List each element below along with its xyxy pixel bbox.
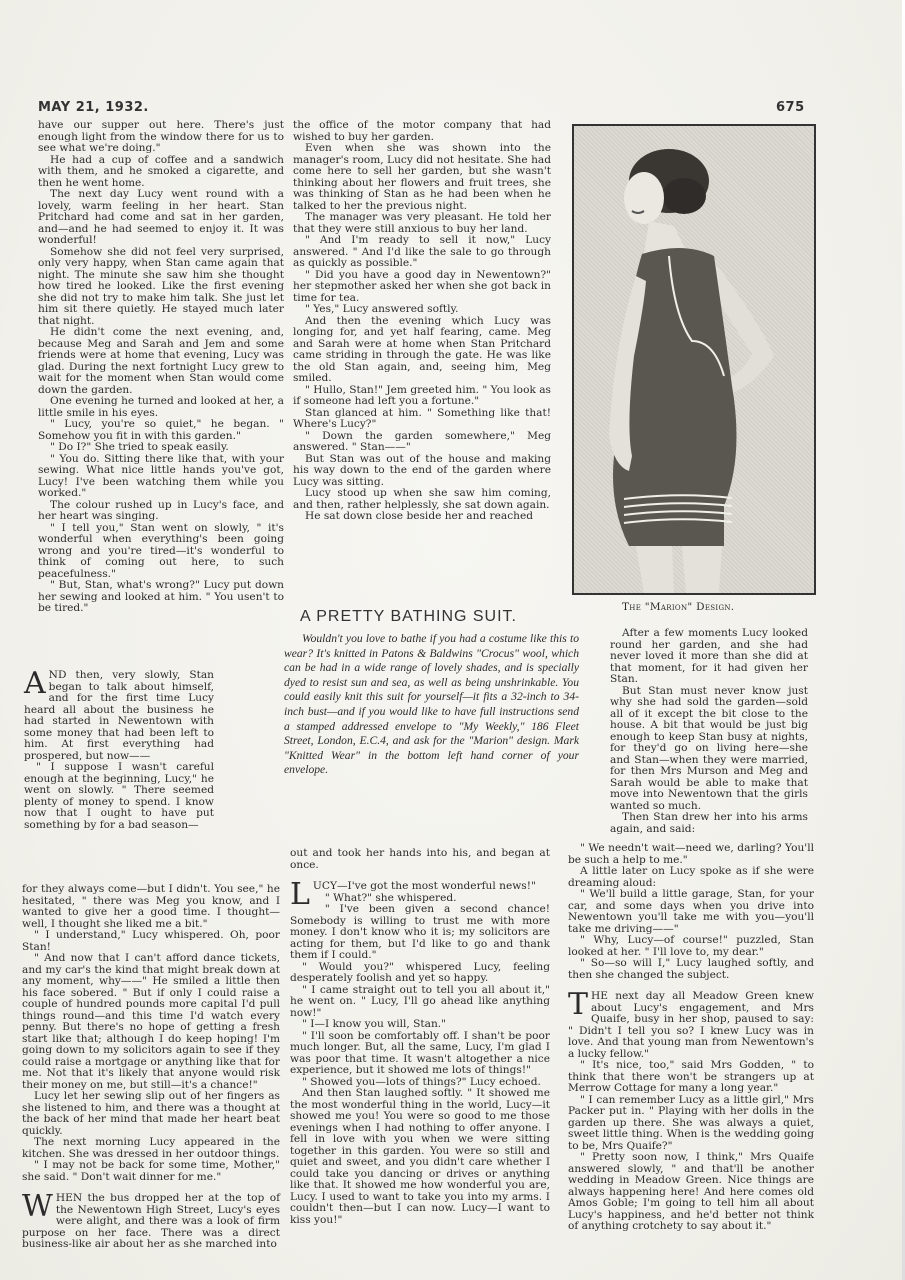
paragraph: " Yes," Lucy answered softly. — [305, 303, 459, 315]
paragraph: The manager was very pleasant. He told her that they were still anxious to buy her land. — [293, 211, 551, 235]
story-column-1-top — [38, 120, 284, 615]
woman-in-bathing-suit-illustration — [574, 126, 814, 593]
advert-title: A PRETTY BATHING SUIT. — [300, 608, 517, 625]
paragraph: " And now that I can't afford dance tickets, and my car's the kind that might break down at any moment, why——" He smiled a little then his face sobered. " But if only I could raise a couple of hundred pounds more capital I'd pull things round—and this time I'd watch every penny. But there's no hope of getting a fresh start like that; although I do keep hoping! I'm going down to my solicitors again to see if they could raise a mortgage or anything like that for me. Not that it's likely that anyone would risk their money on me, but still—it's a chance!" — [22, 952, 280, 1091]
paragraph: " What?" she whispered. — [324, 891, 457, 904]
paragraph: Somehow she did not feel very surprised, only very happy, when Stan came again that night. The minute she saw him she thought how tired he looked. Like the first evening she did not try to make him talk. She just let him sit there quietly. He stayed much later that night. — [38, 245, 284, 327]
section-lead — [22, 1189, 280, 1251]
section-lead — [568, 987, 814, 1060]
paragraph: And then Stan laughed softly. " It showed me the most wonderful thing in the world, Lucy—it showed me you! You were so good to me those evenings when I had nothing to offer anyone. I fell in love with you when we were sitting together in this garden. You were so still and quiet and sweet, and you didn't care whether I could take you dancing or drives or anything like that. It showed me how wonderful you are, Lucy. I used to want to take you into my arms. I couldn't then—but I can now. Lucy—I want to kiss you!" — [290, 1087, 550, 1226]
story-column-1-section-2 — [24, 666, 214, 831]
lead-text: HE next day all Meadow Green knew about Lucy's engagement, and Mrs Quaife, busy in her shop, paused to say: " Didn't I tell you so? I knew Lucy was in love. And that young man from Newentown's a lucky fellow." — [568, 990, 814, 1060]
paragraph: " Would you?" whispered Lucy, feeling desperately foolish and yet so happy. — [290, 960, 550, 984]
lead-text: UCY—I've got the most wonderful news!" — [312, 880, 536, 892]
paragraph: " Do I?" She tried to speak easily. — [50, 441, 229, 453]
paragraph: After a few moments Lucy looked round her garden, and she had never loved it more than she did at that moment, for it had given her Stan. — [610, 627, 808, 685]
paragraph: " And I'm ready to sell it now," Lucy answered. " And I'd like the sale to go through as quickly as possible." — [293, 234, 551, 269]
paragraph: But Stan must never know just why she had sold the garden—sold all of it except the bit close to the house. A bit that would be just big enough to keep Stan busy at nights, for they'd go on living here—she and Stan—when they were married, for then Mrs Murson and Meg and Sarah would be able to make that move into Newentown that the girls wanted so much. — [610, 684, 808, 812]
paragraph: He didn't come the next evening, and, because Meg and Sarah and Jem and some friends were at home that evening, Lucy was glad. During the next fortnight Lucy grew to wait for the moment when Stan would come down the garden. — [38, 326, 284, 396]
drop-cap: L — [290, 877, 310, 912]
paragraph: Even when she was shown into the manager's room, Lucy did not hesitate. She had come here to sell her garden, but she wasn't thinking about her flowers and fruit trees, she was thinking of Stan as he had been when he talked to her the previous night. — [293, 142, 551, 212]
drop-cap: A — [24, 666, 46, 701]
paragraph: He sat down close beside her and reached — [305, 510, 534, 522]
paragraph: " Down the garden somewhere," Meg answered. " Stan——" — [293, 429, 551, 453]
paragraph: " So—so will I," Lucy laughed softly, and then she changed the subject. — [568, 957, 814, 981]
story-column-2-top — [293, 120, 551, 523]
paragraph: But Stan was out of the house and making his way down to the end of the garden where Lucy was sitting. — [293, 452, 551, 488]
story-column-3-bottom — [568, 843, 814, 1233]
paragraph: " But, Stan, what's wrong?" Lucy put down her sewing and looked at him. " You usen't to be tired." — [38, 579, 284, 614]
paragraph: The colour rushed up in Lucy's face, and her heart was singing. — [38, 498, 284, 522]
paragraph: for they always come—but I didn't. You see," he hesitated, " there was Meg you know, and I wanted to give her a good time. I thought—well, I thought she liked me a bit." — [22, 883, 280, 930]
paragraph: have our supper out here. There's just enough light from the window there for us to see what we're doing." — [38, 119, 284, 154]
paragraph: One evening he turned and looked at her, a little smile in his eyes. — [38, 395, 284, 419]
paragraph: the office of the motor company that had wished to buy her garden. — [293, 119, 551, 143]
paragraph: " I may not be back for some time, Mother," she said. " Don't wait dinner for me." — [22, 1159, 280, 1183]
paragraph: " Why, Lucy—of course!" puzzled, Stan looked at her. " I'll love to, my dear." — [568, 934, 814, 958]
paragraph: The next day Lucy went round with a lovely, warm feeling in her heart. Stan Pritchard had come and sat in her garden, and—and he had seemed to enjoy it. It was wonderful! — [38, 188, 284, 246]
paragraph: " I tell you," Stan went on slowly, " it's wonderful when everything's been going wrong and you're tired—it's wonderful to think of coming out here, to such peacefulness." — [38, 521, 284, 580]
paragraph: " I suppose I wasn't careful enough at the beginning, Lucy," he went on slowly. " There seemed plenty of money to spend. I know now that I ought to have put something by for a bad season— — [24, 761, 214, 831]
paragraph: And then the evening which Lucy was longing for, and yet half fearing, came. Meg and Sarah were at home when Stan Pritchard came striding in through the gate. He was like the old Stan again, and, seeing him, Meg smiled. — [293, 314, 551, 384]
lead-text: ND then, very slowly, Stan began to talk about himself, and for the first time Lucy heard all about the business he had started in Newentown with some money that had been left to him. At first everything had prospered, but now—— — [24, 669, 214, 762]
bathing-suit-photo — [572, 124, 816, 595]
paragraph: " I understand," Lucy whispered. Oh, poor Stan! — [22, 929, 280, 953]
paragraph: " We needn't wait—need we, darling? You'll be such a help to me." — [568, 842, 814, 866]
advert-body: Wouldn't you love to bathe if you had a costume like this to wear? It's knitted in Patons & Baldwins "Crocus" wool, which can be had in a wide range of lovely shades, and is specially dyed to resist sun and sea, as well as being unshrinkable. You could easily knit this suit for yourself—it fits a 32-inch to 34-inch bust—and if you would like to have full instructions send a stamped addressed envelope to "My Weekly," 186 Fleet Street, London, E.C.4, and ask for the "Marion" design. Mark "Knitted Wear" in the bottom left hand corner of your envelope. — [284, 632, 579, 777]
story-column-3-top — [610, 628, 808, 835]
paragraph: The next morning Lucy appeared in the kitchen. She was dressed in her outdoor things. — [22, 1136, 280, 1160]
paragraph: out and took her hands into his, and began at once. — [290, 847, 550, 871]
paragraph: " Hullo, Stan!" Jem greeted him. " You look as if someone had left you a fortune." — [293, 383, 551, 407]
paragraph: " I've been given a second chance! Somebody is willing to trust me with more money. I don't know who it is; my solicitors are acting for them, but I'd like to go and thank them if I could." — [290, 903, 550, 961]
paragraph: " I came straight out to tell you all about it," he went on. " Lucy, I'll go ahead like anything now!" — [290, 983, 550, 1019]
lead-text: HEN the bus dropped her at the top of the Newentown High Street, Lucy's eyes were alight, and there was a look of firm purpose on her face. There was a direct business-like air about her as she marched into — [22, 1192, 280, 1250]
story-column-2-bottom — [290, 848, 550, 1226]
paragraph: " It's nice, too," said Mrs Godden, " to think that there won't be strangers up at Merrow Cottage for many a long year." — [568, 1059, 814, 1094]
paragraph: " I—I know you will, Stan." — [302, 1018, 447, 1030]
story-column-1-bottom — [22, 884, 280, 1251]
photo-caption: The "Marion" Design. — [622, 601, 735, 613]
paragraph: Then Stan drew her into his arms again, and said: — [610, 811, 808, 835]
drop-cap: T — [568, 987, 589, 1022]
paragraph: Lucy let her sewing slip out of her fingers as she listened to him, and there was a thought at the back of her mind that made her heart beat quickly. — [22, 1090, 280, 1137]
section-lead — [24, 666, 214, 762]
paragraph: " We'll build a little garage, Stan, for your car, and some days when you drive into Newentown you'll take me with you—you'll take me driving——" — [568, 888, 814, 935]
paragraph: " Showed you—lots of things?" Lucy echoed. — [302, 1075, 541, 1088]
paragraph: A little later on Lucy spoke as if she were dreaming aloud: — [568, 865, 814, 889]
paragraph: " Pretty soon now, I think," Mrs Quaife answered slowly, " and that'll be another wedding in Meadow Green. Nice things are always happening here! And here comes old Amos Goble; I'm going to tell him all about Lucy's happiness, and he'd better not think of anything crotchety to say about it." — [568, 1151, 814, 1232]
paragraph: Lucy stood up when she saw him coming, and then, rather helplessly, she sat down again. — [293, 487, 551, 511]
paragraph: He had a cup of coffee and a sandwich with them, and he smoked a cigarette, and then he went home. — [38, 153, 284, 189]
paragraph: " Lucy, you're so quiet," he began. " Somehow you fit in with this garden." — [38, 418, 284, 442]
paragraph: " Did you have a good day in Newentown?" her stepmother asked her when she got back in time for tea. — [293, 268, 551, 304]
paragraph: Stan glanced at him. " Something like that! Where's Lucy?" — [293, 406, 551, 430]
paragraph: " You do. Sitting there like that, with your sewing. What nice little hands you've got, Lucy! I've been watching them while you worked." — [38, 452, 284, 499]
paragraph: " I'll soon be comfortably off. I shan't be poor much longer. But, all the same, Lucy, I'm glad I was poor that time. It wasn't altogether a nice experience, but it showed me lots of things!" — [290, 1029, 550, 1076]
issue-date: MAY 21, 1932. — [38, 100, 149, 115]
paragraph: " I can remember Lucy as a little girl," Mrs Packer put in. " Playing with her dolls in the garden up there. She was always a quiet, sweet little thing. When is the wedding going to be, Mrs Quaife?" — [568, 1093, 814, 1152]
page-number: 675 — [776, 100, 805, 115]
drop-cap: W — [22, 1189, 53, 1224]
